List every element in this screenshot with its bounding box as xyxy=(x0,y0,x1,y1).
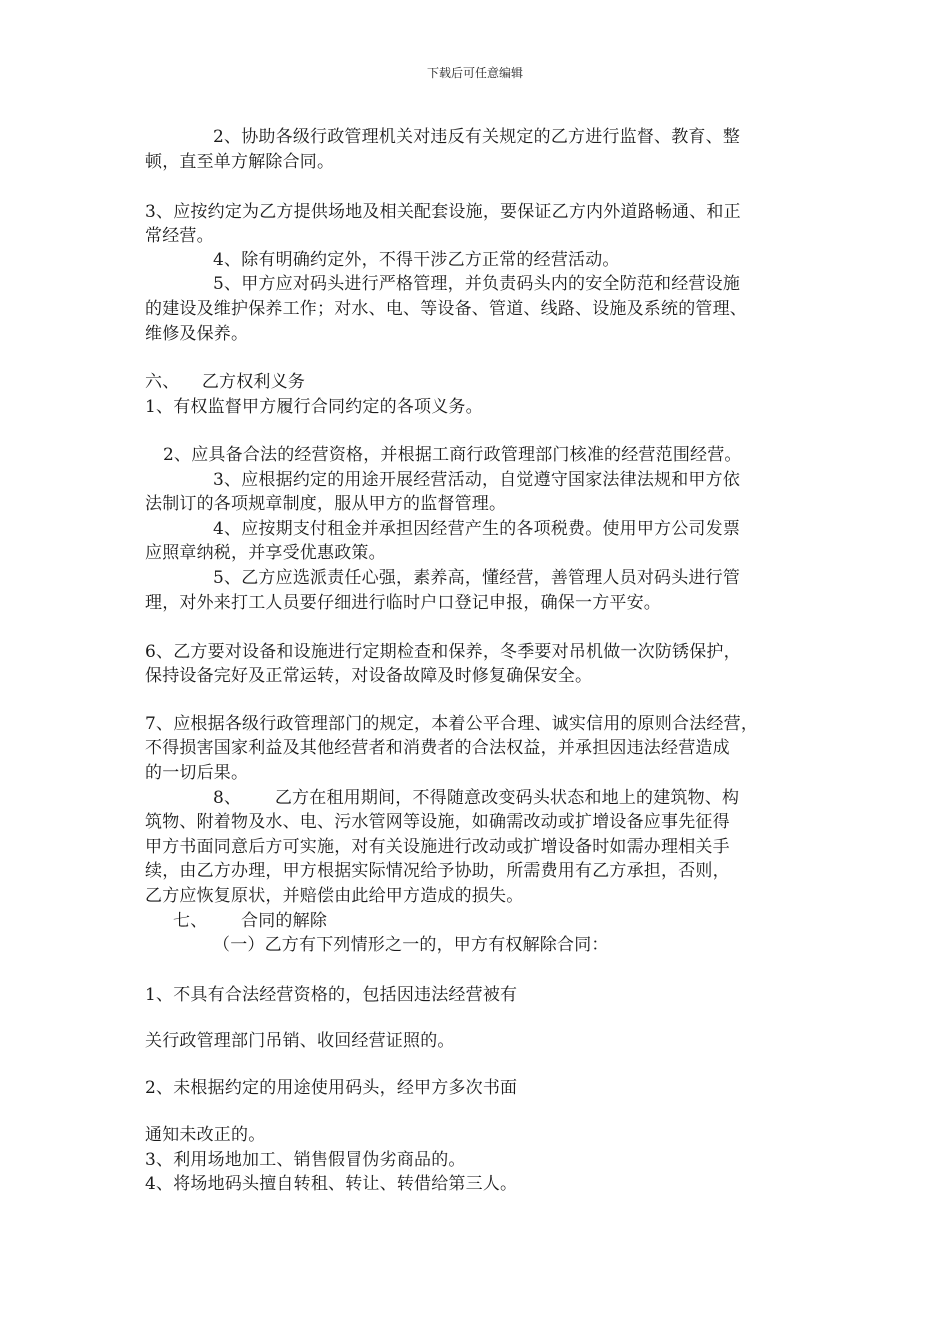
paragraph-line: 2、协助各级行政管理机关对违反有关规定的乙方进行监督、教育、整 xyxy=(213,127,741,147)
paragraph-line: 顿，直至单方解除合同。 xyxy=(145,152,335,172)
paragraph-line: 6、乙方要对设备和设施进行定期检查和保养，冬季要对吊机做一次防锈保护， xyxy=(145,642,741,662)
section-heading: 六、 乙方权利义务 xyxy=(145,372,306,392)
paragraph-line: （一）乙方有下列情形之一的，甲方有权解除合同： xyxy=(213,935,609,955)
paragraph-line: 通知未改正的。 xyxy=(145,1125,266,1145)
paragraph-line: 3、应按约定为乙方提供场地及相关配套设施，要保证乙方内外道路畅通、和正 xyxy=(145,202,741,222)
paragraph-line: 甲方书面同意后方可实施，对有关设施进行改动或扩增设备时如需办理相关手 xyxy=(145,837,730,857)
paragraph-line: 应照章纳税，并享受优惠政策。 xyxy=(145,543,386,563)
paragraph-line: 常经营。 xyxy=(145,226,214,246)
paragraph-line: 2、未根据约定的用途使用码头，经甲方多次书面 xyxy=(145,1078,518,1098)
download-note: 下载后可任意编辑 xyxy=(426,66,523,80)
paragraph-line: 的一切后果。 xyxy=(145,763,249,783)
paragraph-line: 的建设及维护保养工作；对水、电、等设备、管道、线路、设施及系统的管理、 xyxy=(145,299,747,319)
paragraph-line: 保持设备完好及正常运转，对设备故障及时修复确保安全。 xyxy=(145,666,593,686)
paragraph-line: 4、应按期支付租金并承担因经营产生的各项税费。使用甲方公司发票 xyxy=(213,519,741,539)
paragraph-line: 2、应具备合法的经营资格，并根据工商行政管理部门核准的经营范围经营。 xyxy=(163,445,742,465)
paragraph-line: 3、利用场地加工、销售假冒伪劣商品的。 xyxy=(145,1150,466,1170)
paragraph-line: 不得损害国家利益及其他经营者和消费者的合法权益，并承担因违法经营造成 xyxy=(145,738,730,758)
paragraph-line: 3、应根据约定的用途开展经营活动，自觉遵守国家法律法规和甲方依 xyxy=(213,470,741,490)
paragraph-line: 4、除有明确约定外，不得干涉乙方正常的经营活动。 xyxy=(213,250,620,270)
paragraph-line: 5、甲方应对码头进行严格管理，并负责码头内的安全防范和经营设施 xyxy=(213,274,741,294)
paragraph-line: 1、不具有合法经营资格的，包括因违法经营被有 xyxy=(145,985,518,1005)
paragraph-line: 7、应根据各级行政管理部门的规定，本着公平合理、诚实信用的原则合法经营， xyxy=(145,714,759,734)
paragraph-line: 续，由乙方办理，甲方根据实际情况给予协助，所需费用有乙方承担，否则， xyxy=(145,861,730,881)
paragraph-line: 4、将场地码头擅自转租、转让、转借给第三人。 xyxy=(145,1174,518,1194)
paragraph-line: 5、乙方应选派责任心强，素养高，懂经营，善管理人员对码头进行管 xyxy=(213,568,741,588)
paragraph-line: 8、 乙方在租用期间，不得随意改变码头状态和地上的建筑物、构 xyxy=(213,788,740,808)
section-heading: 七、 合同的解除 xyxy=(173,911,328,931)
paragraph-line: 法制订的各项规章制度，服从甲方的监督管理。 xyxy=(145,494,507,514)
paragraph-line: 筑物、附着物及水、电、污水管网等设施，如确需改动或扩增设备应事先征得 xyxy=(145,812,730,832)
paragraph-line: 关行政管理部门吊销、收回经营证照的。 xyxy=(145,1031,455,1051)
paragraph-line: 维修及保养。 xyxy=(145,324,249,344)
paragraph-line: 1、有权监督甲方履行合同约定的各项义务。 xyxy=(145,397,483,417)
paragraph-line: 乙方应恢复原状，并赔偿由此给甲方造成的损失。 xyxy=(145,886,524,906)
paragraph-line: 理，对外来打工人员要仔细进行临时户口登记申报，确保一方平安。 xyxy=(145,593,661,613)
